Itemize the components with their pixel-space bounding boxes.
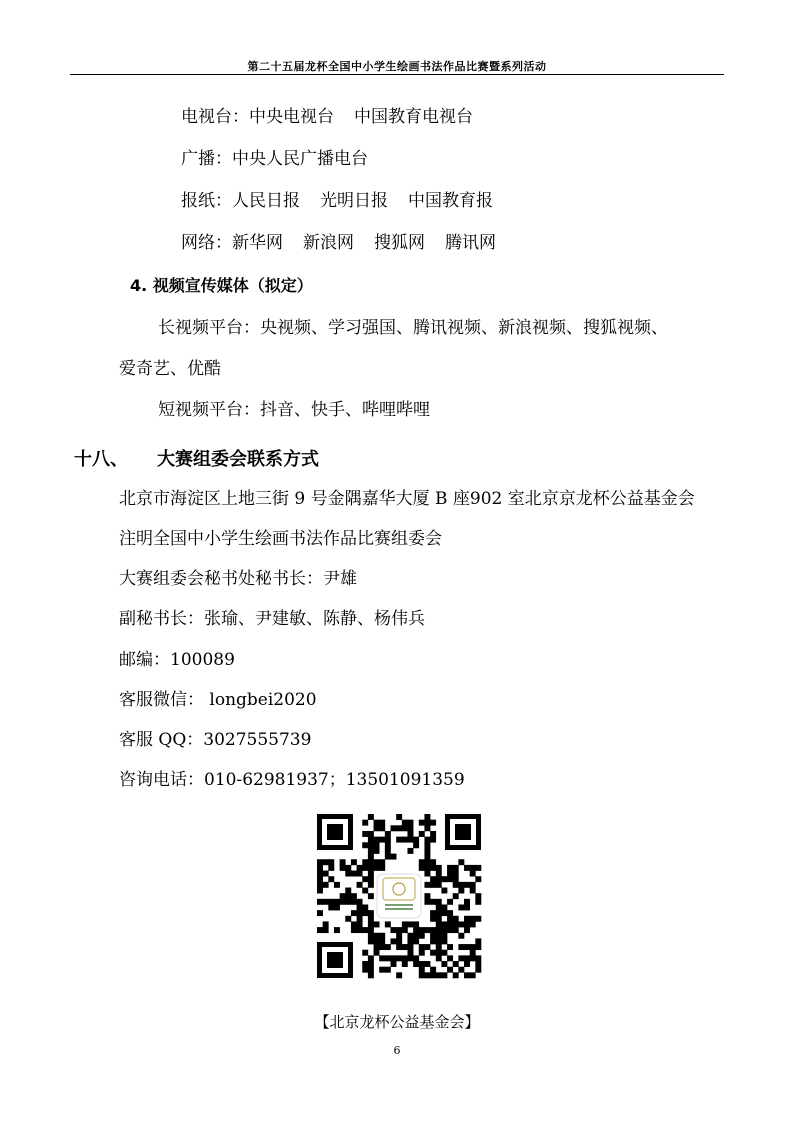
contact-deputy: 副秘书长：张瑜、尹建敏、陈静、杨伟兵 bbox=[119, 609, 425, 629]
media-web-4: 腾讯网 bbox=[445, 233, 496, 253]
media-newspaper-2: 光明日报 bbox=[320, 191, 388, 211]
page-number: 6 bbox=[393, 1044, 401, 1057]
media-newspaper-1: 报纸：人民日报 bbox=[181, 191, 300, 211]
video-heading: 4. 视频宣传媒体（拟定） bbox=[130, 276, 313, 295]
media-tv-1: 电视台：中央电视台 bbox=[181, 107, 334, 127]
media-radio: 广播：中央人民广播电台 bbox=[181, 149, 368, 169]
section-number: 十八、 bbox=[74, 449, 128, 470]
contact-wechat: 客服微信： longbei2020 bbox=[119, 690, 317, 710]
contact-qq: 客服 QQ：3027555739 bbox=[119, 730, 312, 750]
media-web-2: 新浪网 bbox=[303, 233, 354, 253]
contact-address-line2: 注明全国中小学生绘画书法作品比赛组委会 bbox=[119, 529, 442, 549]
media-tv bbox=[181, 106, 473, 128]
wechat-qr-code bbox=[315, 812, 483, 980]
media-newspaper bbox=[181, 190, 493, 212]
video-short: 短视频平台：抖音、快手、哔哩哔哩 bbox=[158, 400, 430, 420]
contact-secretary: 大赛组委会秘书处秘书长：尹雄 bbox=[119, 569, 357, 589]
contact-phone: 咨询电话：010-62981937；13501091359 bbox=[119, 770, 465, 790]
contact-address-line1: 北京市海淀区上地三街 9 号金隅嘉华大厦 B 座902 室北京京龙杯公益基金会 bbox=[119, 489, 695, 509]
media-newspaper-3: 中国教育报 bbox=[408, 191, 493, 211]
qr-caption: 【北京龙杯公益基金会】 bbox=[314, 1013, 480, 1031]
media-web bbox=[181, 232, 496, 254]
section-title: 大赛组委会联系方式 bbox=[157, 449, 319, 470]
header-rule bbox=[70, 74, 724, 75]
media-web-3: 搜狐网 bbox=[374, 233, 425, 253]
video-long-line2: 爱奇艺、优酷 bbox=[119, 359, 221, 379]
video-long-line1: 长视频平台：央视频、学习强国、腾讯视频、新浪视频、搜狐视频、 bbox=[158, 318, 668, 338]
media-tv-2: 中国教育电视台 bbox=[354, 107, 473, 127]
contact-postcode: 邮编：100089 bbox=[119, 650, 235, 670]
page-header-title: 第二十五届龙杯全国中小学生绘画书法作品比赛暨系列活动 bbox=[247, 60, 547, 73]
media-web-1: 网络：新华网 bbox=[181, 233, 283, 253]
